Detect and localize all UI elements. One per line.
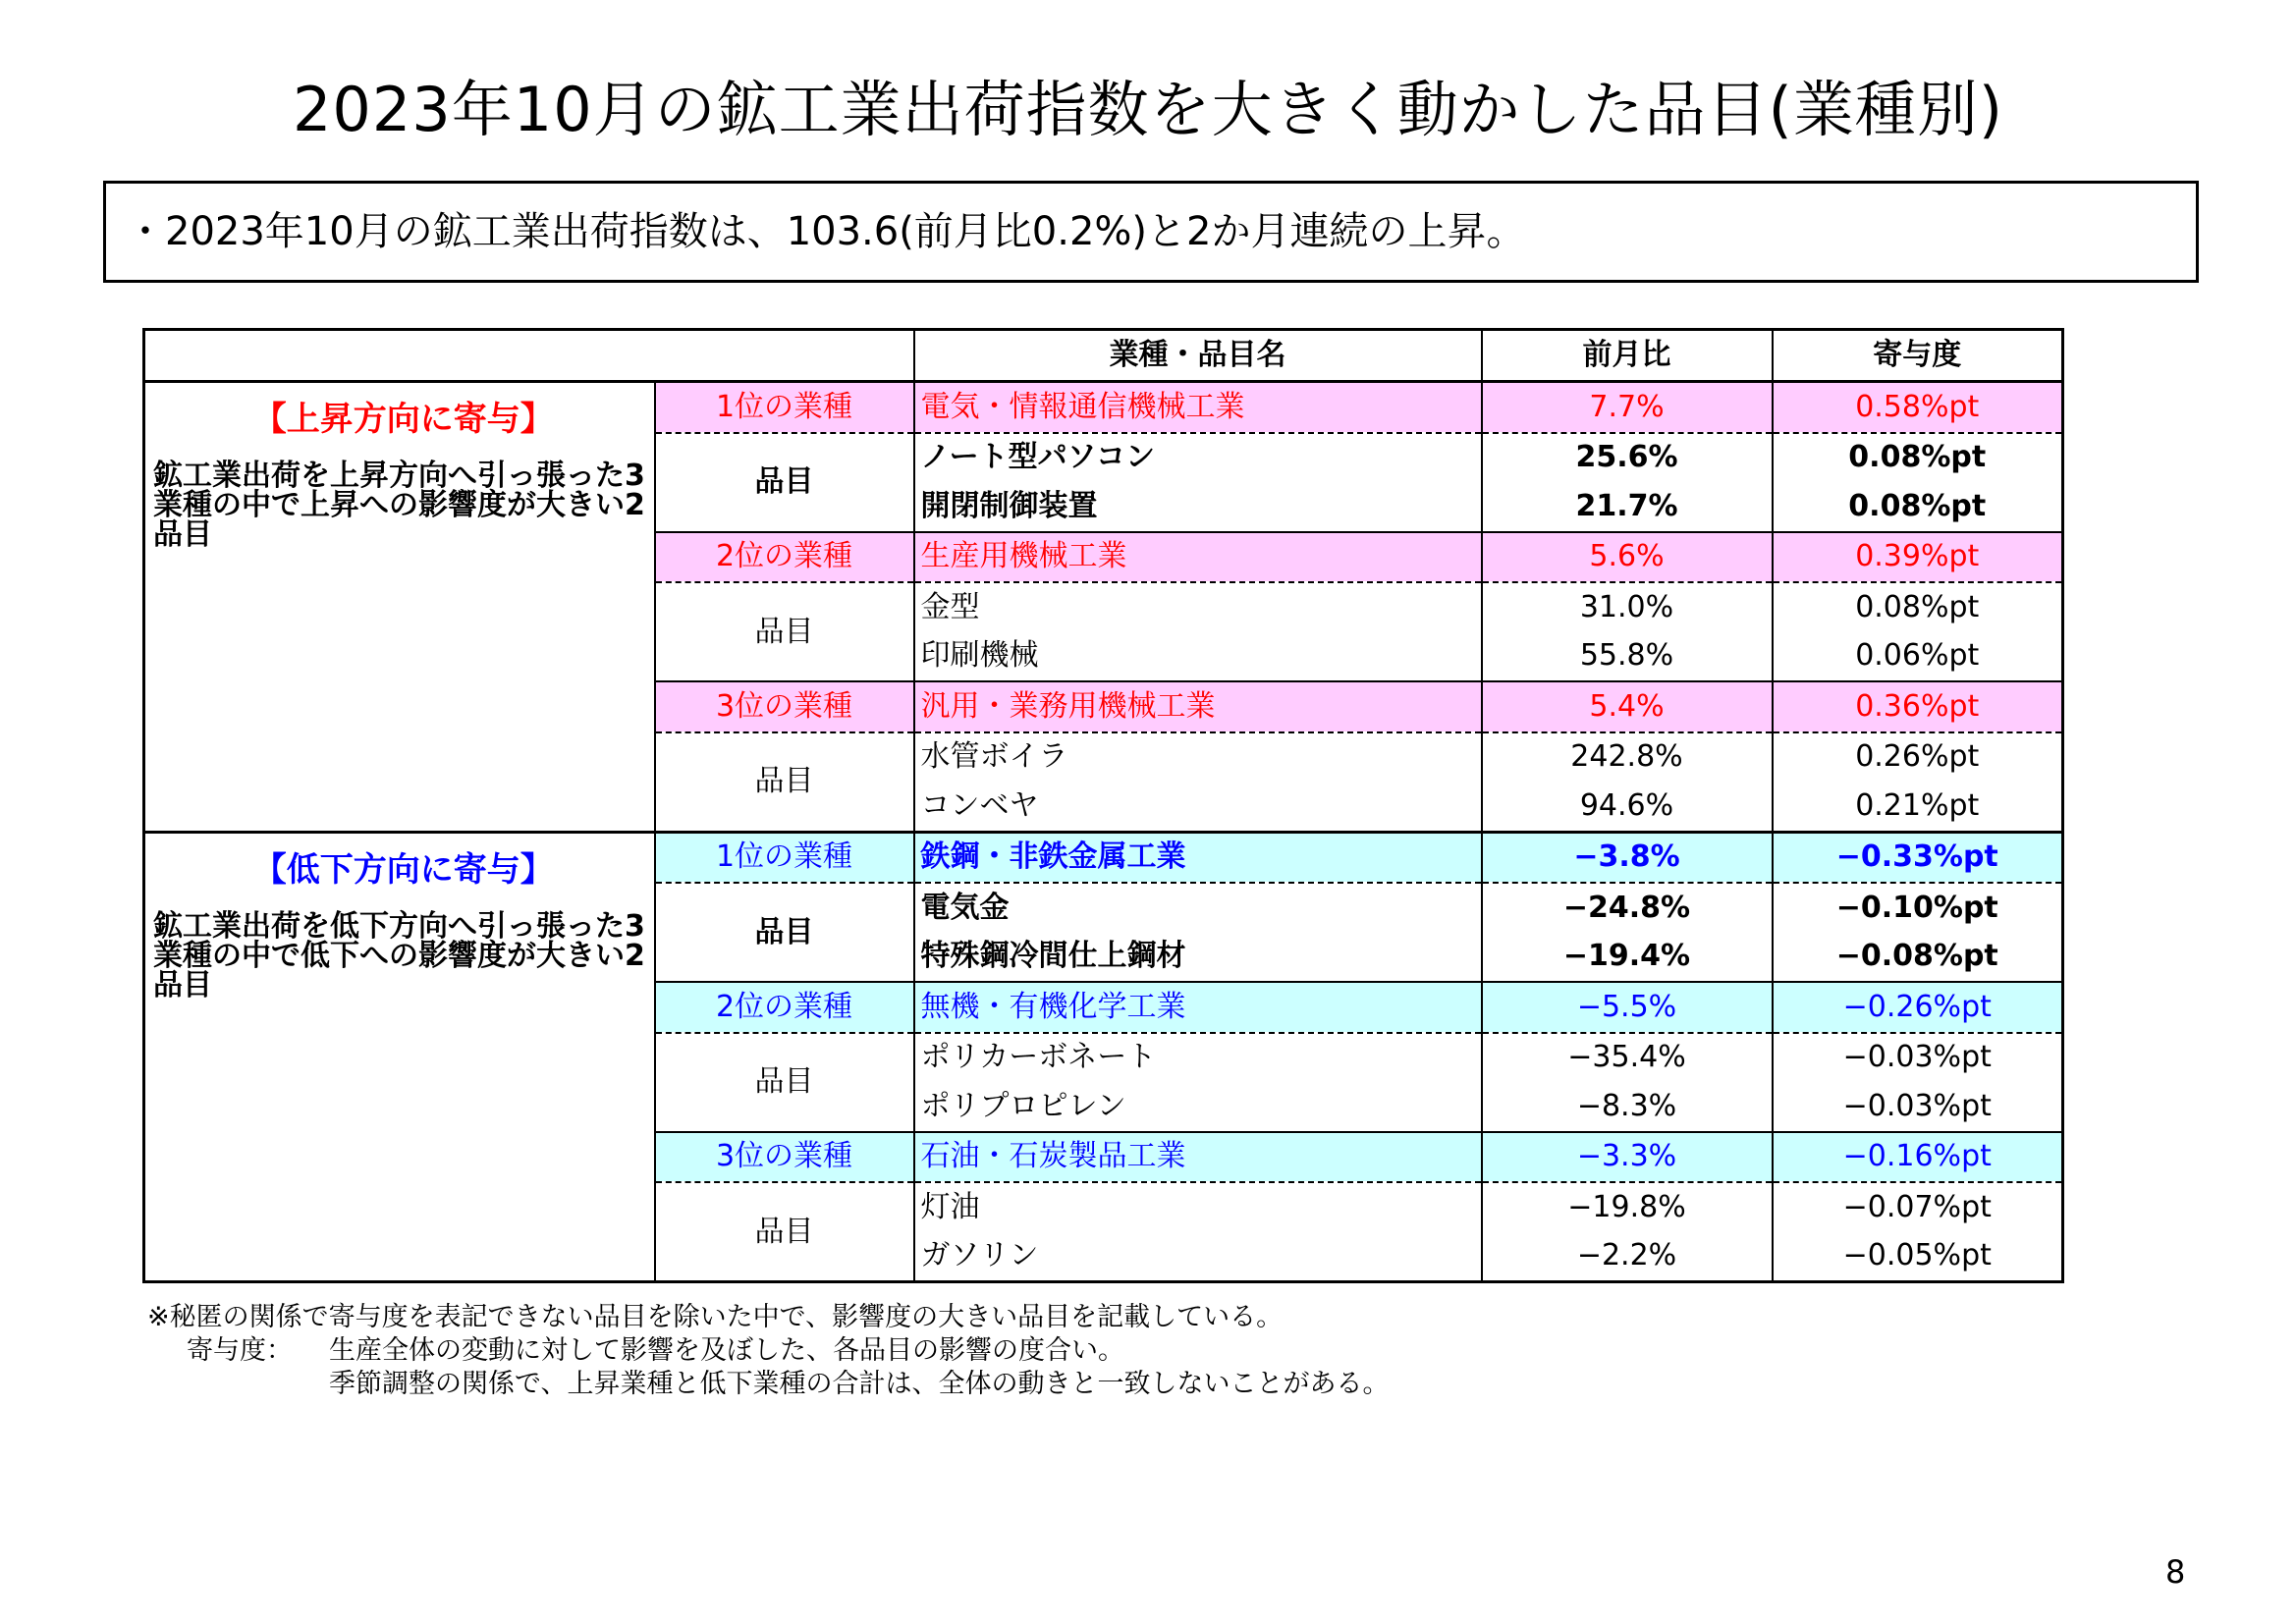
- footnote-2-key: 寄与度：: [187, 1335, 293, 1366]
- industry-rank: 3位の業種: [655, 681, 914, 732]
- industry-contrib: 0.39%pt: [1773, 532, 2063, 583]
- item-mom: −35.4%: [1482, 1033, 1773, 1083]
- item-name: 特殊鋼冷間仕上鋼材: [914, 933, 1482, 983]
- industry-contrib: −0.26%pt: [1773, 982, 2063, 1033]
- header-blank: [144, 330, 914, 382]
- fall-description: 鉱工業出荷を低下方向へ引っ張った3業種の中で低下への影響度が大きい2品目: [153, 908, 645, 1002]
- item-label: 品目: [655, 883, 914, 982]
- item-mom: −19.4%: [1482, 933, 1773, 983]
- industry-contrib: −0.33%pt: [1773, 832, 2063, 883]
- rise-description: 鉱工業出荷を上昇方向へ引っ張った3業種の中で上昇への影響度が大きい2品目: [153, 459, 645, 552]
- industry-contrib: −0.16%pt: [1773, 1132, 2063, 1183]
- item-mom: −24.8%: [1482, 883, 1773, 933]
- item-contrib: 0.06%pt: [1773, 632, 2063, 682]
- item-mom: 242.8%: [1482, 732, 1773, 783]
- fall-group-cell: [144, 832, 655, 1282]
- item-mom: 31.0%: [1482, 582, 1773, 632]
- industry-mom: 7.7%: [1482, 382, 1773, 433]
- rise-heading: 【上昇方向に寄与】: [252, 400, 554, 439]
- item-mom: −2.2%: [1482, 1232, 1773, 1282]
- item-name: ガソリン: [914, 1232, 1482, 1282]
- item-contrib: 0.08%pt: [1773, 482, 2063, 532]
- item-name: 印刷機械: [914, 632, 1482, 682]
- industry-rank: 1位の業種: [655, 832, 914, 883]
- item-label: 品目: [655, 1033, 914, 1132]
- header-name: 業種・品目名: [914, 330, 1482, 382]
- page-number: 8: [2165, 1553, 2186, 1591]
- rise-industry-row-1: [144, 382, 2063, 433]
- industry-rank: 1位の業種: [655, 382, 914, 433]
- industry-name: 生産用機械工業: [914, 532, 1482, 583]
- industry-mom: −3.3%: [1482, 1132, 1773, 1183]
- industry-rank: 3位の業種: [655, 1132, 914, 1183]
- item-name: ノート型パソコン: [914, 433, 1482, 483]
- footnote-2: [147, 1334, 1389, 1368]
- item-name: 開閉制御装置: [914, 482, 1482, 532]
- item-mom: 94.6%: [1482, 782, 1773, 832]
- item-name: ポリカーボネート: [914, 1033, 1482, 1083]
- footnote-3: 季節調整の関係で、上昇業種と低下業種の合計は、全体の動きと一致しないことがある。: [329, 1369, 1390, 1399]
- header-contrib: 寄与度: [1773, 330, 2063, 382]
- item-contrib: −0.05%pt: [1773, 1232, 2063, 1282]
- summary-box: ・2023年10月の鉱工業出荷指数は、103.6(前月比0.2%)と2か月連続の上昇。: [103, 181, 2199, 283]
- item-contrib: −0.03%pt: [1773, 1033, 2063, 1083]
- rise-group-cell: [144, 382, 655, 833]
- item-contrib: 0.26%pt: [1773, 732, 2063, 783]
- table-header-row: [144, 330, 2063, 382]
- item-contrib: 0.08%pt: [1773, 582, 2063, 632]
- item-name: 電気金: [914, 883, 1482, 933]
- header-mom: 前月比: [1482, 330, 1773, 382]
- page-title: 2023年10月の鉱工業出荷指数を大きく動かした品目(業種別): [292, 74, 2004, 145]
- item-name: 灯油: [914, 1182, 1482, 1232]
- fall-heading: 【低下方向に寄与】: [252, 849, 554, 890]
- industry-rank: 2位の業種: [655, 532, 914, 583]
- item-name: 金型: [914, 582, 1482, 632]
- item-mom: 21.7%: [1482, 482, 1773, 532]
- industry-name: 鉄鋼・非鉄金属工業: [914, 832, 1482, 883]
- item-mom: −19.8%: [1482, 1182, 1773, 1232]
- industry-name: 石油・石炭製品工業: [914, 1132, 1482, 1183]
- item-label: 品目: [655, 433, 914, 532]
- footnote-1: ※秘匿の関係で寄与度を表記できない品目を除いた中で、影響度の大きい品目を記載している。: [147, 1302, 1284, 1332]
- industry-contrib: 0.36%pt: [1773, 681, 2063, 732]
- fall-industry-row-1: [144, 832, 2063, 883]
- industry-rank: 2位の業種: [655, 982, 914, 1033]
- item-label: 品目: [655, 732, 914, 833]
- item-contrib: 0.21%pt: [1773, 782, 2063, 832]
- item-mom: 55.8%: [1482, 632, 1773, 682]
- item-contrib: 0.08%pt: [1773, 433, 2063, 483]
- item-contrib: −0.10%pt: [1773, 883, 2063, 933]
- footnote-2-text: 生産全体の変動に対して影響を及ぼした、各品目の影響の度合い。: [329, 1335, 1124, 1366]
- item-mom: 25.6%: [1482, 433, 1773, 483]
- item-name: ポリプロピレン: [914, 1082, 1482, 1132]
- item-name: コンベヤ: [914, 782, 1482, 832]
- item-contrib: −0.07%pt: [1773, 1182, 2063, 1232]
- item-contrib: −0.03%pt: [1773, 1082, 2063, 1132]
- item-mom: −8.3%: [1482, 1082, 1773, 1132]
- item-label: 品目: [655, 582, 914, 681]
- item-label: 品目: [655, 1182, 914, 1282]
- industry-mom: −5.5%: [1482, 982, 1773, 1033]
- item-contrib: −0.08%pt: [1773, 933, 2063, 983]
- contribution-table: [142, 328, 2064, 1283]
- item-name: 水管ボイラ: [914, 732, 1482, 783]
- industry-contrib: 0.58%pt: [1773, 382, 2063, 433]
- industry-name: 無機・有機化学工業: [914, 982, 1482, 1033]
- industry-mom: 5.4%: [1482, 681, 1773, 732]
- industry-mom: 5.6%: [1482, 532, 1773, 583]
- industry-name: 電気・情報通信機械工業: [914, 382, 1482, 433]
- industry-mom: −3.8%: [1482, 832, 1773, 883]
- industry-name: 汎用・業務用機械工業: [914, 681, 1482, 732]
- footnotes: [147, 1301, 1389, 1401]
